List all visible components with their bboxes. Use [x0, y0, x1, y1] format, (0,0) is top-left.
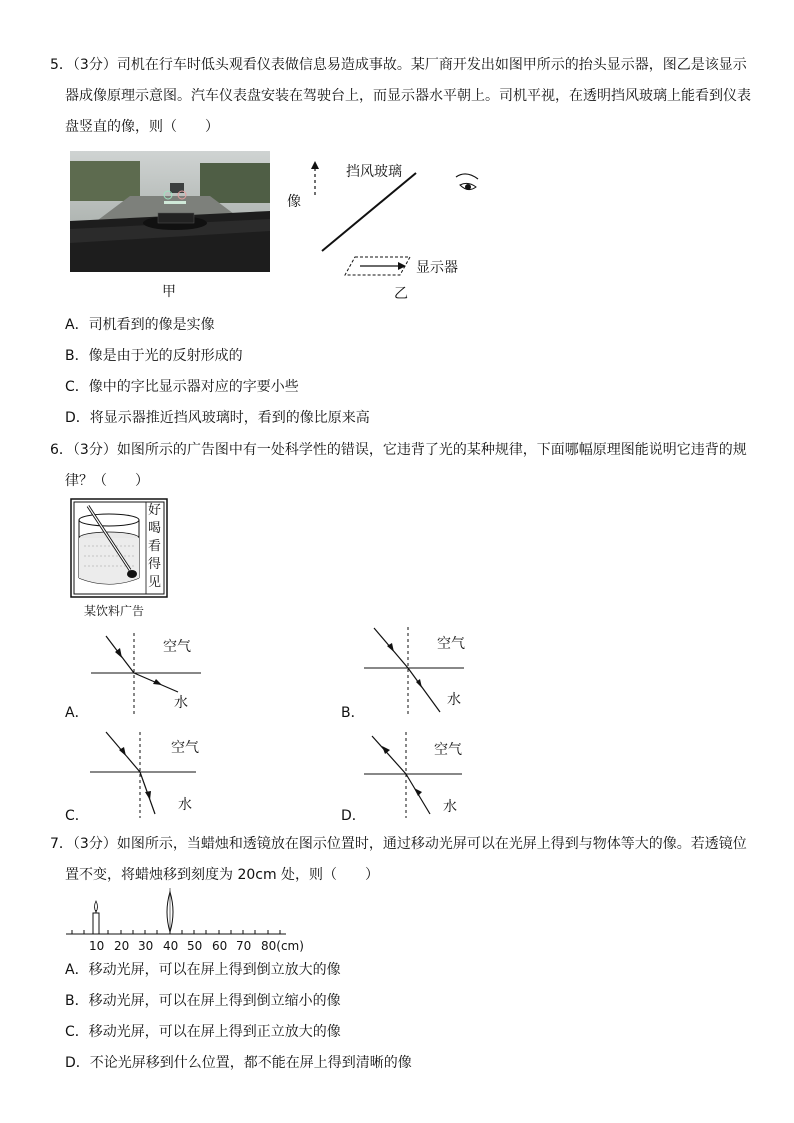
ruler-label-40: 40: [163, 939, 179, 953]
q6-stem-line2: 律？（ ）: [65, 473, 149, 489]
ad-char-1: 好: [148, 503, 162, 518]
q5-option-b[interactable]: B．像是由于光的反射形成的: [65, 348, 243, 364]
q6-c-air: 空气: [171, 740, 199, 756]
q6-c-water: 水: [178, 797, 192, 813]
ruler-label-50: 50: [187, 939, 203, 953]
ad-char-4: 得: [148, 557, 162, 572]
label-display: 显示器: [416, 260, 458, 276]
q5-option-a[interactable]: A．司机看到的像是实像: [65, 317, 215, 333]
q6-d-air: 空气: [434, 742, 462, 758]
label-image: 像: [287, 194, 301, 210]
fig-yi-caption: 乙: [394, 286, 408, 302]
q6-a-water: 水: [174, 695, 188, 711]
ruler-label-80cm: 80(cm): [261, 939, 304, 953]
ruler-label-60: 60: [212, 939, 228, 953]
label-windshield: 挡风玻璃: [346, 164, 402, 180]
q7-option-d[interactable]: D．不论光屏移到什么位置，都不能在屏上得到清晰的像: [65, 1055, 412, 1071]
q6-stem-line1: 6．（3分）如图所示的广告图中有一处科学性的错误，它违背了光的某种规律，下面哪幅原理图能说明它违背的规: [50, 442, 747, 458]
q7-stem-line2: 置不变，将蜡烛移到刻度为 20cm 处，则（ ）: [65, 867, 380, 883]
hud-photo: [70, 151, 270, 272]
q5-stem-line3: 盘竖直的像，则（ ）: [65, 119, 219, 135]
q7-stem-line1: 7．（3分）如图所示，当蜡烛和透镜放在图示位置时，通过移动光屏可以在光屏上得到与物体等大的像。若透镜位: [50, 836, 747, 852]
ad-char-2: 喝: [148, 521, 162, 536]
q7-option-b[interactable]: B．移动光屏，可以在屏上得到倒立缩小的像: [65, 993, 341, 1009]
q6-a-air: 空气: [163, 639, 191, 655]
q7-option-a[interactable]: A．移动光屏，可以在屏上得到倒立放大的像: [65, 962, 341, 978]
q6-option-b[interactable]: B．: [341, 705, 365, 721]
ad-char-5: 见: [148, 575, 162, 590]
q6-b-water: 水: [447, 692, 461, 708]
ruler-label-70: 70: [236, 939, 252, 953]
q5-option-d[interactable]: D．将显示器推近挡风玻璃时，看到的像比原来高: [65, 410, 370, 426]
ruler-label-30: 30: [138, 939, 154, 953]
ad-caption: 某饮料广告: [84, 604, 145, 618]
q6-option-d[interactable]: D．: [341, 808, 366, 824]
q6-option-a[interactable]: A．: [65, 705, 89, 721]
ruler-label-10: 10: [89, 939, 105, 953]
ruler-label-20: 20: [114, 939, 130, 953]
q5-stem-line2: 器成像原理示意图。汽车仪表盘安装在驾驶台上，而显示器水平朝上。司机平视，在透明挡风玻璃上能看到仪表: [65, 88, 751, 104]
fig-jia-caption: 甲: [162, 284, 176, 300]
q5-option-c[interactable]: C．像中的字比显示器对应的字要小些: [65, 379, 299, 395]
q7-option-c[interactable]: C．移动光屏，可以在屏上得到正立放大的像: [65, 1024, 341, 1040]
q6-d-water: 水: [443, 799, 457, 815]
q6-b-air: 空气: [437, 636, 465, 652]
q6-option-c[interactable]: C．: [65, 808, 89, 824]
ad-char-3: 看: [148, 539, 162, 554]
q5-stem-line1: 5．（3分）司机在行车时低头观看仪表做信息易造成事故。某厂商开发出如图甲所示的抬头显示器，图乙是该显示: [50, 57, 747, 73]
